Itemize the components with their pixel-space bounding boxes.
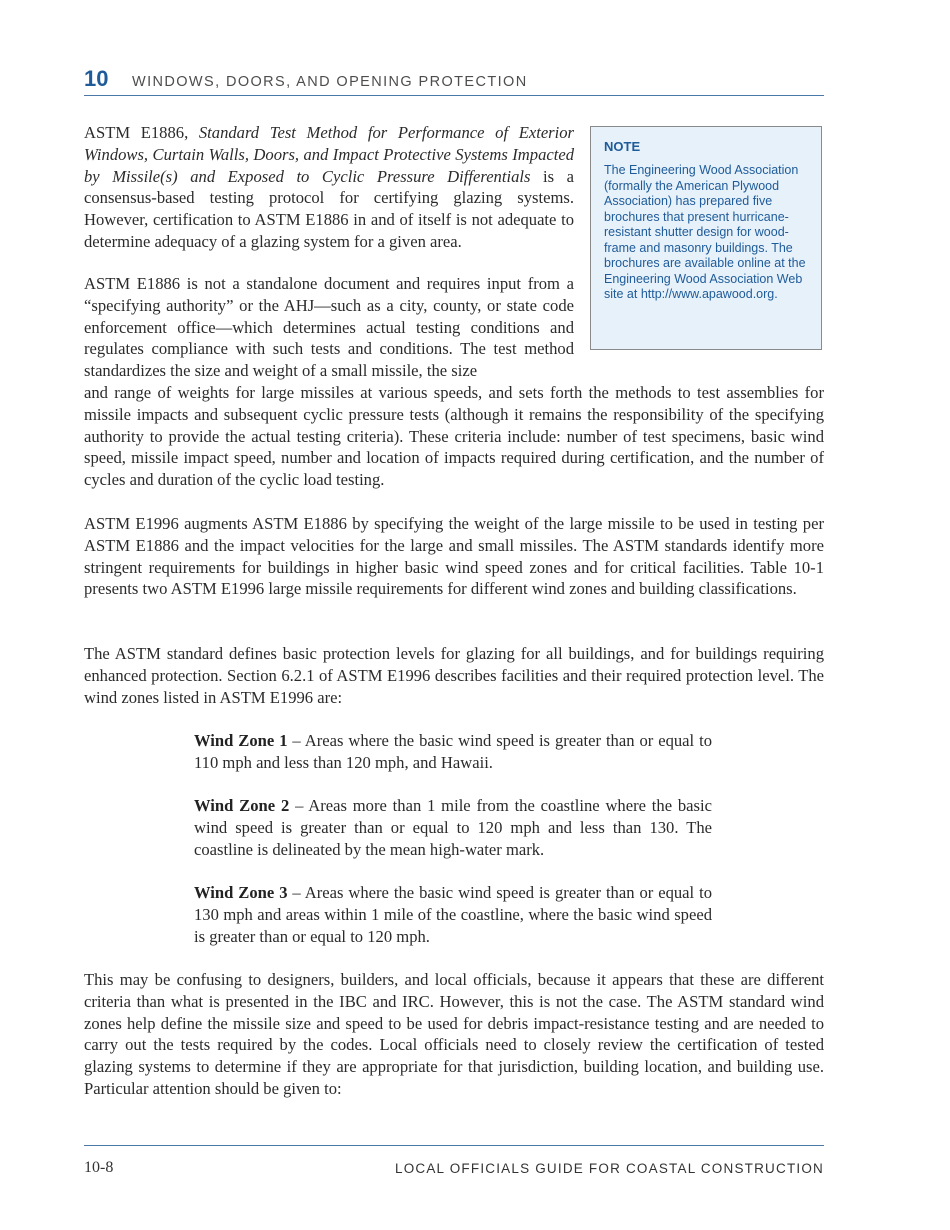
paragraph-protection-levels: The ASTM standard defines basic protection levels for glazing for all buildings, and for buildings requiring enhanced protection. Section 6.2.1 of ASTM E1996 describes facilities and their required protection level. The wind zones listed in ASTM E1996 are: [84,644,824,707]
wind-zone-2-text: – Areas more than 1 mile from the coastline where the basic wind speed is greater than or equal to 120 mph and less than 130. The coastline is delineated by the mean high-water mark. [194,796,712,859]
paragraph-astm-e1996: ASTM E1996 augments ASTM E1886 by specifying the weight of the large missile to be used in testing per ASTM E1886 and the impact velocities for the large and small missiles. The ASTM standards identify more stringent requirements for buildings in higher basic wind speed zones and for critical facilities. Table 10-1 presents two ASTM E1996 large missile requirements for different wind zones and building classifications. [84,514,824,599]
wind-zone-3-label: Wind Zone 3 [194,883,288,902]
wind-zone-3 [194,882,712,947]
p1-lead: ASTM E1886, [84,123,199,142]
wind-zone-1 [194,730,712,774]
paragraph-confusion: This may be confusing to designers, builders, and local officials, because it appears that these are different criteria than what is presented in the IBC and IRC. However, this is not the case. The ASTM standard wind zones help define the missile size and speed to be used for debris impact-resistance testing and are needed to carry out the tests required by the codes. Local officials need to closely review the certification of tested glazing systems to determine if they are appropriate for that jurisdiction, building location, and building use. Particular attention should be given to: [84,970,824,1098]
paragraph-standalone-part2: and range of weights for large missiles at various speeds, and sets forth the methods to test assemblies for missile impacts and subsequent cyclic pressure tests (although it remains the responsibility of the specifying authority to provide the actual testing criteria). These criteria include: number of test specimens, basic wind speed, missile impact speed, number and location of impacts required during certification, and the number of cycles and duration of the cyclic load testing. [84,383,824,490]
p1-rest: is a consensus-based testing protocol for certifying glazing systems. However, certification to ASTM E1886 in and of itself is not adequate to determine adequacy of a glazing system for a given area. [84,166,575,251]
wind-zone-2-label: Wind Zone 2 [194,796,290,815]
page-number: 10-8 [84,1159,114,1176]
note-body: The Engineering Wood Association (formally the American Plywood Association) has prepared five brochures that present hurricane-resistant shutter design for wood-frame and masonry buildings. The brochures are available online at the Engineering Wood Association Web site at http://www.apawood.org. [604,163,806,301]
wind-zone-2 [194,795,712,860]
page-header [84,66,824,96]
paragraph-standalone-part1: ASTM E1886 is not a standalone document and requires input from a “specifying authority” or the AHJ—such as a city, county, or state code enforcement office—which determines actual testing conditions and regulates compliance with such tests and conditions. The test method standardizes the size and weight of a small missile, the size [84,274,574,381]
wind-zone-1-text: – Areas where the basic wind speed is greater than or equal to 110 mph and less than 120 mph, and Hawaii. [194,731,712,772]
note-box [590,126,822,350]
paragraph-astm-e1886-intro [84,122,574,253]
standard-title: Standard Test Method for Performance of Exterior Windows, Curtain Walls, Doors, and Impact Protective Systems Impacted by Missile(s) and Exposed to Cyclic Pressure Differentials [84,123,575,186]
chapter-title: WINDOWS, DOORS, AND OPENING PROTECTION [132,74,528,90]
note-title: NOTE [604,139,641,154]
wind-zone-3-text: – Areas where the basic wind speed is greater than or equal to 130 mph and areas within 1 mile of the coastline, where the basic wind speed is greater than or equal to 120 mph. [194,883,712,946]
footer-book-title: LOCAL OFFICIALS GUIDE FOR COASTAL CONSTRUCTION [395,1161,824,1176]
footer-divider [84,1145,824,1146]
chapter-number: 10 [84,66,109,91]
wind-zone-1-label: Wind Zone 1 [194,731,288,750]
